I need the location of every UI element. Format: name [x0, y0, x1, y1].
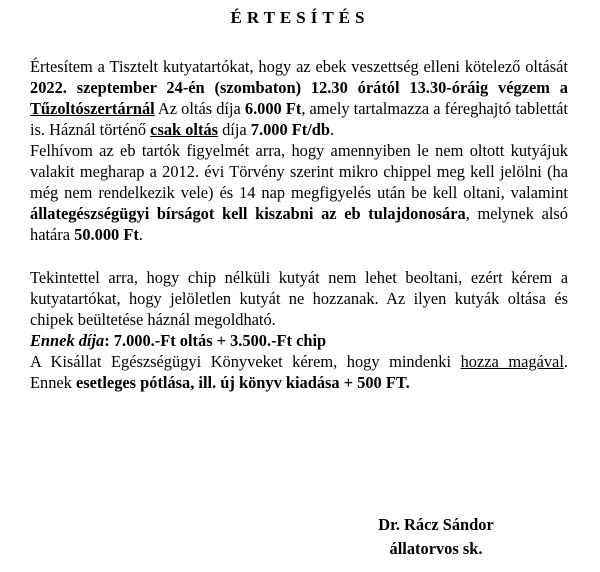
text-segment: Értesítem a Tisztelt kutyatartókat, hogy az ebek veszettség elleni kötelező oltását	[30, 57, 568, 76]
text-segment: .	[138, 225, 143, 244]
text-segment: A Kisállat Egészségügyi Könyveket kérem, hogy mindenki	[30, 352, 461, 371]
paragraph-vaccination-date	[30, 56, 568, 140]
book-replacement-fee: esetleges pótlása, ill. új könyv kiadása + 500 FT.	[75, 373, 410, 392]
chip-fee-amount: : 7.000.-Ft oltás + 3.500.-Ft chip	[104, 331, 327, 350]
text-segment: , amely tartalmazza a féreghajtó tablettát is. Háznál történő	[30, 99, 568, 139]
text-segment: Felhívom az eb tartók figyelmét arra, hogy amennyiben le nem oltott kutyájuk valakit megharap a 2012. évi Törvény szerint mikro chippel meg kell jelölni (ha még nem rendelkezik vele) és 14 nap megfigyelés után be kell oltani, valamint	[30, 141, 568, 202]
notice-title: ÉRTESÍTÉS	[230, 8, 370, 27]
vaccination-fee: 6.000 Ft	[244, 99, 302, 118]
notice-body	[30, 56, 568, 393]
paragraph-warning	[30, 140, 568, 245]
fine-notice: állategészségügyi bírságot kell kiszabni az eb tulajdonosára	[30, 204, 466, 223]
text-segment: díja	[218, 120, 251, 139]
paragraph-spacer	[30, 245, 568, 267]
text-segment: .	[330, 120, 335, 139]
paragraph-chip	[30, 267, 568, 330]
fine-amount: 50.000 Ft	[74, 225, 139, 244]
home-vaccination-fee: 7.000 Ft/db	[250, 120, 331, 139]
text-segment: . Ennek	[30, 352, 568, 392]
paragraph-chip-fee	[30, 330, 568, 351]
text-segment: Az oltás díja	[154, 99, 245, 118]
signature-block	[356, 513, 516, 561]
signature-role: állatorvos sk.	[389, 539, 483, 558]
bring-along-text: hozza magával	[460, 352, 564, 371]
paragraph-health-book	[30, 351, 568, 393]
vaccination-location: Tűzoltószertárnál	[30, 99, 155, 118]
signature-name: Dr. Rácz Sándor	[378, 515, 494, 534]
home-vaccination-label: csak oltás	[150, 120, 219, 139]
vaccination-date: 2022. szeptember 24-én (szombaton) 12.30 órától 13.30-óráig végzem a	[30, 78, 568, 97]
text-segment: Tekintettel arra, hogy chip nélküli kutyát nem lehet beoltani, ezért kérem a kutyatartókat, hogy jelöletlen kutyát ne hozzanak. Az ilyen kutyák oltása és chipek beültetése háznál megoldható.	[30, 268, 568, 329]
chip-fee-label: Ennek díja	[30, 331, 105, 350]
text-segment: , melynek alsó határa	[30, 204, 569, 244]
